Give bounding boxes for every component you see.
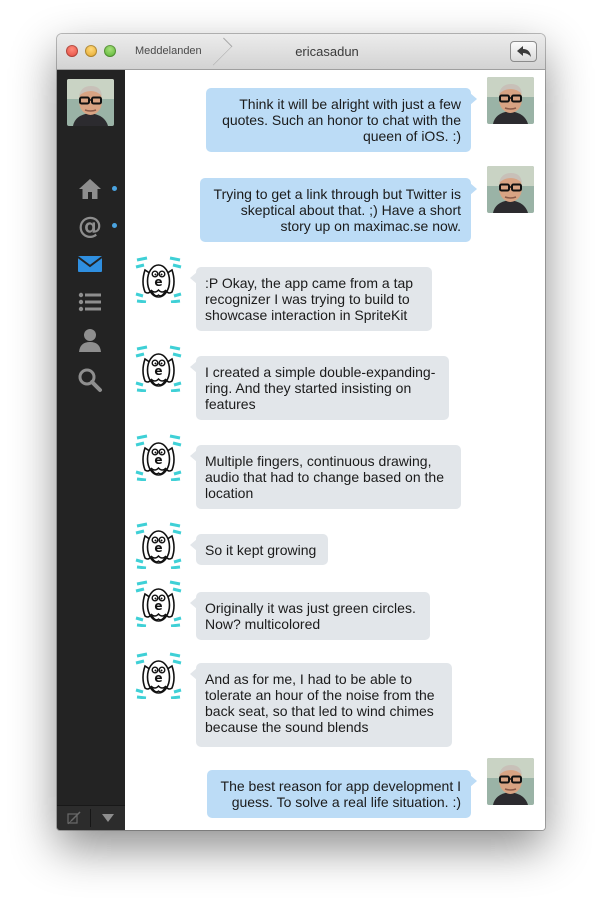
- compose-disabled-icon[interactable]: [67, 811, 81, 825]
- message-bubble-incoming[interactable]: [196, 592, 430, 640]
- avatar: [135, 522, 182, 569]
- message-bubble-outgoing[interactable]: [207, 770, 471, 818]
- dropdown-arrow-icon[interactable]: [102, 814, 114, 823]
- message-text: And as for me, I had to be able to tolerate an hour of the noise from the back seat, so that led to wind chimes because the sound blends: [205, 671, 435, 735]
- message-bubble-incoming[interactable]: [196, 534, 328, 565]
- person-icon[interactable]: [77, 327, 103, 353]
- message-text: I created a simple double-expanding- ring. And they started insisting on features: [205, 364, 436, 412]
- account-avatar[interactable]: [67, 79, 114, 126]
- list-icon[interactable]: [77, 289, 103, 315]
- home-icon[interactable]: [77, 176, 103, 202]
- avatar: [135, 580, 182, 627]
- zoom-window-button[interactable]: [104, 45, 116, 57]
- sidebar: [57, 70, 125, 830]
- message-text: Trying to get a link through but Twitter is skeptical about that. ;) Have a short story up on maximac.se now.: [213, 186, 461, 234]
- message-text: :P Okay, the app came from a tap recognizer I was trying to build to showcase interaction in SpriteKit: [205, 275, 414, 323]
- app-window: [57, 34, 545, 830]
- reply-button[interactable]: [510, 41, 537, 62]
- title-bar: [57, 34, 545, 70]
- envelope-icon[interactable]: [77, 251, 103, 277]
- message-bubble-outgoing[interactable]: [206, 88, 471, 152]
- home-unread-indicator: [112, 186, 117, 191]
- message-bubble-incoming[interactable]: [196, 663, 452, 747]
- avatar: [135, 652, 182, 699]
- message-bubble-outgoing[interactable]: [200, 178, 471, 242]
- avatar: [487, 77, 534, 124]
- avatar: [135, 434, 182, 481]
- avatar: [135, 256, 182, 303]
- svg-text:@: @: [78, 213, 102, 239]
- conversation-title: ericasadun: [295, 44, 359, 59]
- avatar: [135, 345, 182, 392]
- message-bubble-incoming[interactable]: [196, 267, 432, 331]
- avatar: [487, 758, 534, 805]
- message-text: So it kept growing: [205, 542, 317, 558]
- message-bubble-incoming[interactable]: [196, 356, 449, 420]
- avatar: [487, 166, 534, 213]
- close-window-button[interactable]: [66, 45, 78, 57]
- message-text: Originally it was just green circles. Now? multicolored: [205, 600, 416, 632]
- message-text: The best reason for app development I guess. To solve a real life situation. :): [220, 778, 461, 810]
- at-icon[interactable]: [77, 213, 103, 239]
- message-bubble-incoming[interactable]: [196, 445, 461, 509]
- breadcrumb-messages[interactable]: Meddelanden: [135, 45, 202, 57]
- reply-arrow-icon: [516, 45, 533, 58]
- mentions-unread-indicator: [112, 223, 117, 228]
- message-text: Think it will be alright with just a few quotes. Such an honor to chat with the queen of iOS. :): [222, 96, 461, 144]
- magnifier-icon[interactable]: [77, 367, 103, 393]
- conversation-view[interactable]: [125, 70, 545, 830]
- sidebar-bottom-bar: [57, 805, 125, 830]
- message-text: Multiple fingers, continuous drawing, audio that had to change based on the location: [205, 453, 444, 501]
- sidebar-bottom-divider: [90, 809, 91, 827]
- minimize-window-button[interactable]: [85, 45, 97, 57]
